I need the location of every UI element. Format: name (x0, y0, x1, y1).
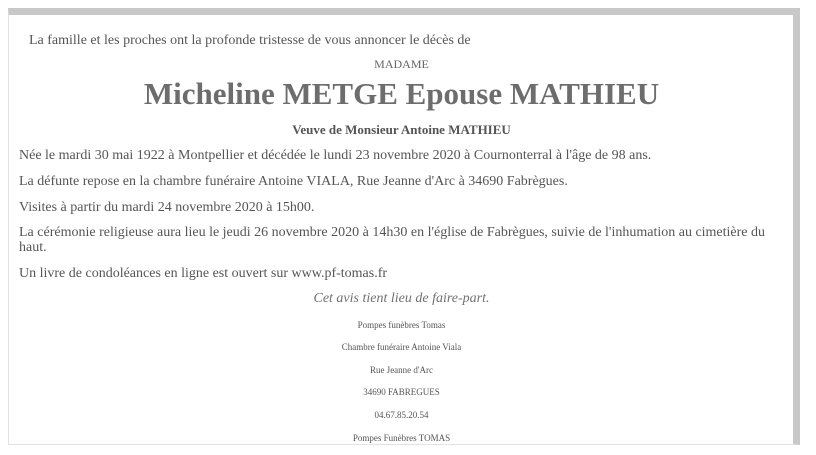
condolences-paragraph: Un livre de condoléances en ligne est ouvert sur www.pf-tomas.fr (19, 266, 388, 281)
signature-brand: Pompes Funèbres TOMAS (352, 433, 451, 443)
widow-of-line: Veuve de Monsieur Antoine MATHIEU (292, 122, 511, 137)
deceased-name: Micheline METGE Epouse MATHIEU (143, 76, 660, 111)
signature-street: Rue Jeanne d'Arc (369, 365, 434, 375)
repose-paragraph: La défunte repose en la chambre funéraire Antoine VIALA, Rue Jeanne d'Arc à 34690 Fabrègues. (19, 174, 568, 189)
signature-phone: 04.67.85.20.54 (374, 410, 429, 420)
signature-company: Pompes funèbres Tomas (357, 320, 446, 330)
birth-death-paragraph: Née le mardi 30 mai 1922 à Montpellier et décédée le lundi 23 novembre 2020 à Cournonterral à l'âge de 98 ans. (19, 148, 652, 163)
ceremony-paragraph: La cérémonie religieuse aura lieu le jeudi 26 novembre 2020 à 14h30 en l'église de Fabrègues, suivie de l'inhumation au cimetière du haut. (19, 225, 766, 255)
signature-city: 34690 FABREGUES (363, 387, 440, 397)
visits-paragraph: Visites à partir du mardi 24 novembre 2020 à 15h00. (19, 200, 315, 215)
intro-text: La famille et les proches ont la profonde tristesse de vous annoncer le décès de (29, 33, 471, 48)
death-notice (8, 8, 800, 445)
signature-chamber: Chambre funéraire Antoine Viala (341, 342, 462, 352)
closing-line: Cet avis tient lieu de faire-part. (313, 291, 490, 306)
civility-title: MADAME (374, 57, 429, 71)
